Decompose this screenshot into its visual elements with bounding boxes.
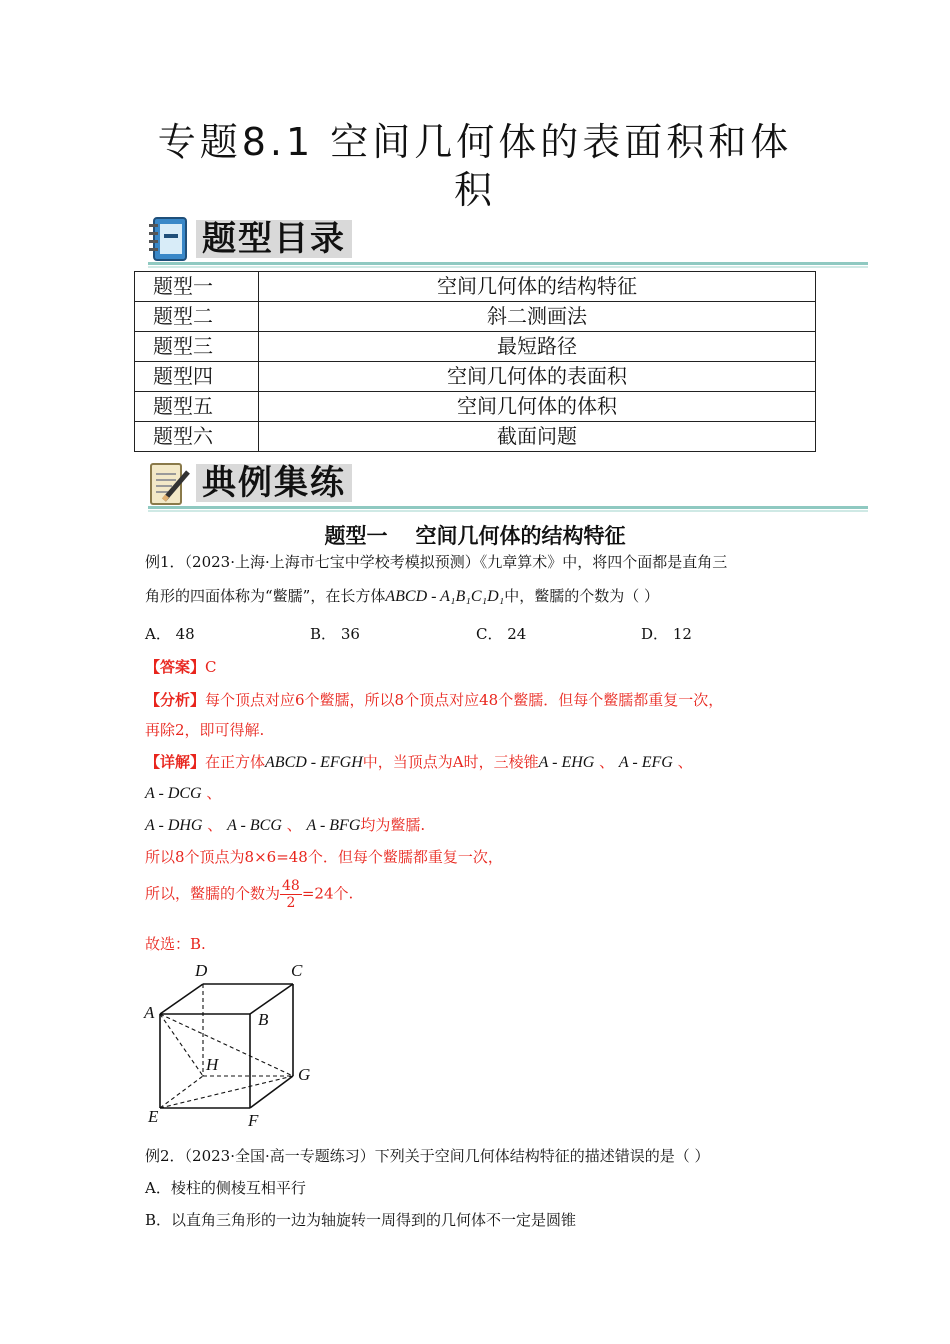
- analysis-text: 每个顶点对应6个鳖臑，所以8个顶点对应48个鳖臑．但每个鳖臑都重复一次，: [205, 691, 724, 709]
- ex1-question-text: 中，鳖臑的个数为（ ）: [504, 587, 659, 605]
- toc-topic: 空间几何体的体积: [259, 392, 816, 422]
- diagonal-eg: [160, 1076, 293, 1108]
- separator: 、: [599, 753, 615, 771]
- cube-figure: [140, 958, 330, 1130]
- ex1-option-d: [641, 623, 692, 644]
- fraction-numerator: 48: [282, 878, 300, 894]
- section-topic: 空间几何体的结构特征: [415, 524, 626, 548]
- cube-notation: ABCD - EFGH: [265, 754, 363, 771]
- toc-table: [134, 271, 816, 452]
- toc-topic: 最短路径: [259, 332, 816, 362]
- pyramid-2: A - EFG: [618, 754, 673, 771]
- edge-ad: [160, 984, 203, 1014]
- ex1-detail-line4: 所以8个顶点为8×6=48个．但每个鳖臑都重复一次，: [145, 848, 503, 866]
- vertex-label-e: E: [148, 1107, 159, 1126]
- divider: [148, 506, 868, 509]
- vertex-label-g: G: [298, 1065, 311, 1084]
- ex1-option-a: [145, 623, 195, 644]
- diagonal-ag: [160, 1014, 293, 1076]
- toc-key: 题型三: [135, 332, 259, 362]
- examples-heading-banner: [148, 460, 868, 510]
- vertex-label-d: D: [195, 961, 208, 980]
- pyramid-1: A - EHG: [538, 754, 595, 771]
- title-line-1: 专题8.1 空间几何体的表面积和体: [157, 120, 793, 164]
- detail-text: 所以，鳖臑的个数为: [145, 884, 281, 903]
- toc-row: [135, 422, 816, 452]
- toc-topic: 空间几何体的结构特征: [259, 272, 816, 302]
- option-label: C．: [476, 625, 503, 643]
- toc-row: [135, 302, 816, 332]
- toc-heading-banner: [148, 216, 868, 266]
- toc-key: 题型四: [135, 362, 259, 392]
- divider: [148, 510, 868, 512]
- ex1-choice: 故选：B.: [145, 935, 206, 953]
- pyramid-4: A - DHG: [145, 817, 203, 834]
- separator: 、: [286, 816, 302, 834]
- toc-topic: 斜二测画法: [259, 302, 816, 332]
- fraction: [280, 878, 302, 911]
- ex1-detail-line2: [145, 782, 221, 803]
- answer-tag: 【答案】: [145, 658, 206, 676]
- ex1-cuboid-notation: ABCD - A₁B₁C₁D₁: [385, 588, 505, 605]
- separator: 、: [207, 816, 223, 834]
- ex1-option-c: [476, 623, 526, 644]
- option-label: B．: [310, 625, 337, 643]
- page-title: [120, 118, 830, 214]
- toc-row: [135, 272, 816, 302]
- ex1-analysis-line2: 再除2，即可得解.: [145, 721, 265, 739]
- option-label: D．: [641, 625, 669, 643]
- section-heading: [0, 520, 950, 550]
- pyramid-5: A - BCG: [227, 817, 282, 834]
- toc-topic: 截面问题: [259, 422, 816, 452]
- option-value: 12: [672, 625, 692, 643]
- toc-key: 题型一: [135, 272, 259, 302]
- section-key: 题型一: [324, 524, 388, 548]
- toc-key: 题型二: [135, 302, 259, 332]
- toc-row: [135, 332, 816, 362]
- separator: 、: [677, 753, 693, 771]
- detail-text: 均为鳖臑.: [360, 816, 426, 834]
- ex1-answer: [145, 656, 217, 677]
- notebook-icon: [148, 216, 190, 262]
- divider: [148, 262, 868, 265]
- ex1-detail-line3: [145, 814, 425, 835]
- ex2-option-a: A．棱柱的侧棱互相平行: [145, 1179, 306, 1197]
- examples-heading: 典例集练: [196, 464, 352, 502]
- ex1-question-line2: [145, 585, 659, 606]
- pyramid-6: A - BFG: [306, 817, 361, 834]
- ex1-question-line1: 例1．（2023·上海·上海市七宝中学校考模拟预测）《九章算术》中，将四个面都是直角三: [145, 553, 728, 571]
- detail-text: =24个.: [301, 884, 354, 903]
- analysis-tag: 【分析】: [145, 691, 206, 709]
- ex1-question-text: 角形的四面体称为“鳖臑”，在长方体: [145, 587, 386, 605]
- separator: 、: [206, 784, 222, 802]
- toc-key: 题型六: [135, 422, 259, 452]
- toc-row: [135, 362, 816, 392]
- toc-topic: 空间几何体的表面积: [259, 362, 816, 392]
- ex2-question: 例2．（2023·全国·高一专题练习）下列关于空间几何体结构特征的描述错误的是（ ）: [145, 1147, 710, 1165]
- pyramid-3: A - DCG: [145, 785, 202, 802]
- answer-value: C: [205, 658, 217, 676]
- option-value: 48: [175, 625, 195, 643]
- option-value: 36: [340, 625, 360, 643]
- vertex-label-h: H: [206, 1055, 219, 1074]
- toc-heading: 题型目录: [196, 220, 352, 258]
- option-value: 24: [507, 625, 527, 643]
- ex2-option-b: B．以直角三角形的一边为轴旋转一周得到的几何体不一定是圆锥: [145, 1211, 577, 1229]
- vertex-label-b: B: [258, 1010, 269, 1029]
- option-label: A．: [145, 625, 171, 643]
- vertex-label-a: A: [144, 1003, 155, 1022]
- ex1-analysis-line1: [145, 689, 723, 710]
- detail-tag: 【详解】: [145, 753, 206, 771]
- ex1-option-b: [310, 623, 360, 644]
- divider: [148, 266, 868, 268]
- vertex-label-f: F: [248, 1111, 259, 1130]
- vertex-label-c: C: [291, 961, 303, 980]
- title-line-2: 积: [453, 168, 496, 212]
- clipboard-pencil-icon: [148, 460, 190, 506]
- ex1-detail-line5: [145, 878, 353, 911]
- detail-text: 在正方体: [205, 753, 266, 771]
- ex1-detail-line1: [145, 751, 693, 772]
- toc-row: [135, 392, 816, 422]
- toc-key: 题型五: [135, 392, 259, 422]
- detail-text: 中，当顶点为A时，三棱锥: [362, 753, 539, 771]
- fraction-denominator: 2: [286, 895, 296, 911]
- edge-bc: [250, 984, 293, 1014]
- diagonal-ah: [160, 1014, 203, 1076]
